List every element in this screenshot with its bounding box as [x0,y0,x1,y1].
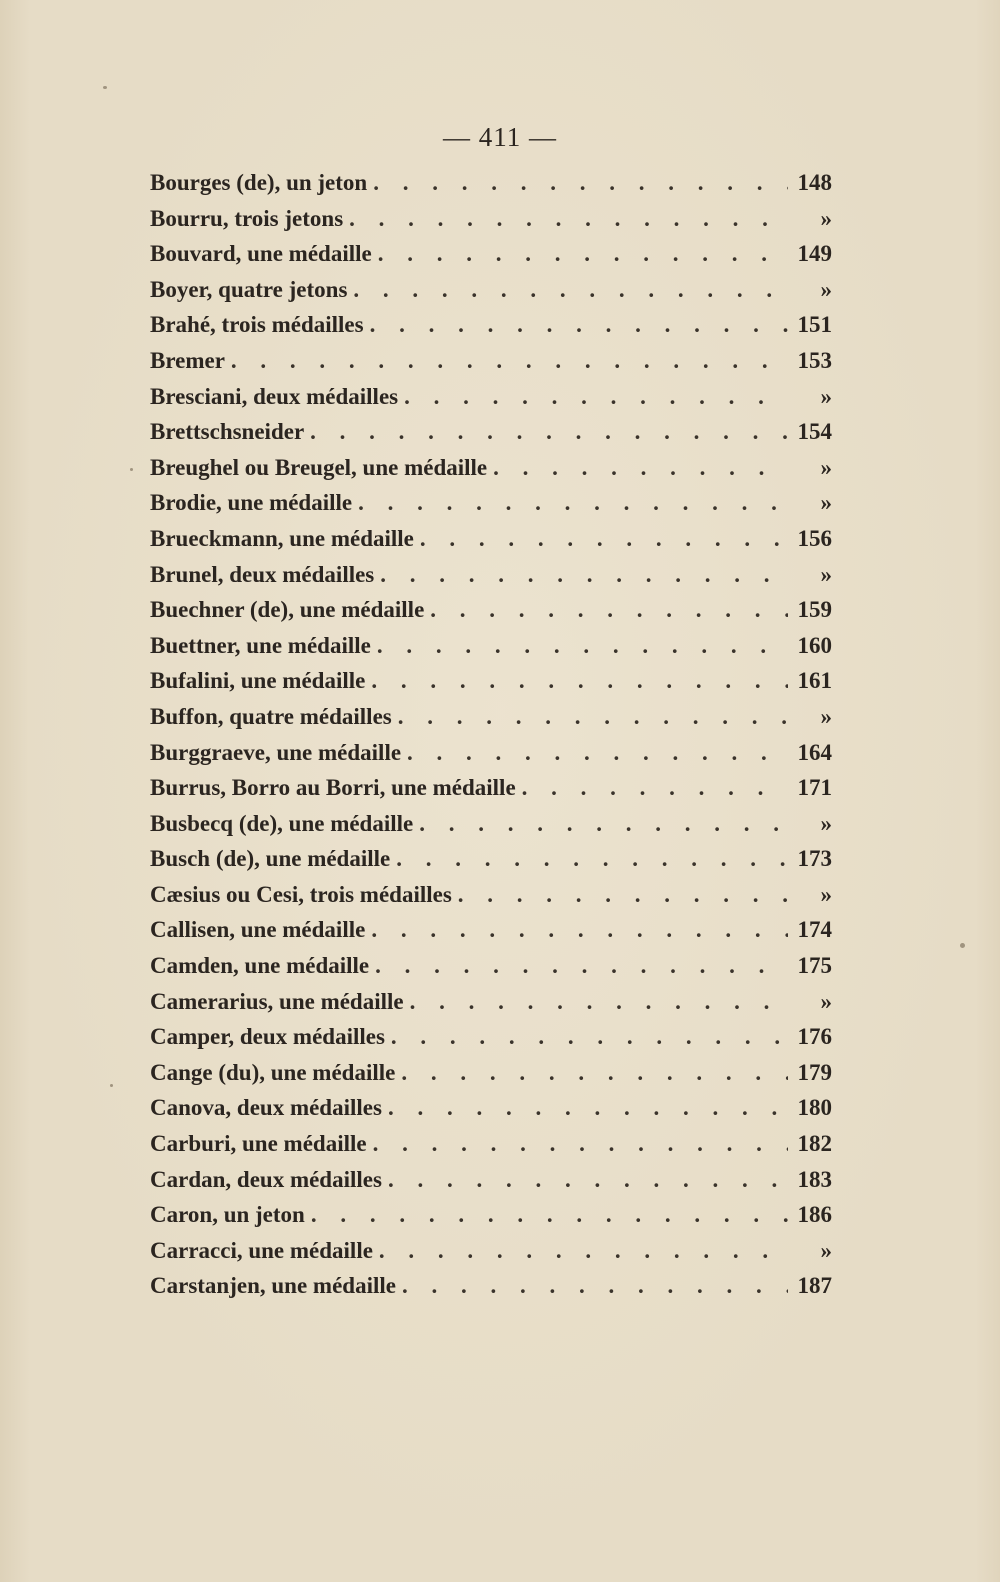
entry-label: Busbecq (de), une médaille [150,810,414,836]
index-list [150,170,832,1309]
entry-label: Burrus, Borro au Borri, une médaille [150,775,516,801]
entry-label: Carburi, une médaille [150,1131,367,1157]
entry-label: Boyer, quatre jetons [150,276,348,302]
entry-label: Cæsius ou Cesi, trois médailles [150,881,452,907]
paper-speck [130,468,133,471]
entry-page-number: » [820,988,832,1014]
entry-label: Carstanjen, une médaille [150,1273,396,1299]
entry-label: Busch (de), une médaille [150,846,391,872]
index-entry [150,704,832,740]
entry-page-number: » [820,276,832,302]
dot-leader [402,1273,788,1299]
entry-label: Breughel ou Breugel, une médaille [150,454,488,480]
entry-page-number: 175 [797,953,832,979]
index-entry [150,1273,832,1309]
dot-leader [231,348,788,374]
index-entry [150,241,832,277]
entry-page-number: » [820,490,832,516]
dot-leader [430,597,788,623]
dot-leader [373,170,788,196]
dot-leader [458,882,788,908]
entry-page-number: 183 [797,1166,832,1192]
entry-page-number: 159 [797,597,832,623]
entry-page-number: 164 [797,739,832,765]
entry-label: Carracci, une médaille [150,1237,373,1263]
entry-label: Brueckmann, une médaille [150,525,414,551]
dot-leader [404,384,788,410]
entry-label: Camerarius, une médaille [150,988,404,1014]
entry-page-number: 186 [797,1202,832,1228]
entry-page-number: » [820,205,832,231]
entry-page-number: 174 [797,917,832,943]
entry-page-number: 179 [797,1059,832,1085]
entry-label: Buettner, une médaille [150,632,371,658]
index-entry [150,1095,832,1131]
entry-page-number: 160 [797,632,832,658]
entry-label: Cardan, deux médailles [150,1166,382,1192]
index-entry [150,740,832,776]
index-entry [150,384,832,420]
index-entry [150,1202,832,1238]
entry-page-number: 161 [797,668,832,694]
entry-page-number: 182 [797,1131,832,1157]
entry-label: Brettschsneider [150,419,305,445]
dot-leader [379,1238,788,1264]
entry-page-number: 176 [797,1024,832,1050]
dot-leader [377,633,788,659]
dot-leader [493,455,788,481]
index-entry [150,277,832,313]
dot-leader [396,846,788,872]
dot-leader [388,1095,788,1121]
dot-leader [349,206,788,232]
index-entry [150,455,832,491]
index-entry [150,1024,832,1060]
entry-page-number: 151 [797,312,832,338]
index-entry [150,1238,832,1274]
entry-label: Cange (du), une médaille [150,1059,396,1085]
dot-leader [380,562,788,588]
index-entry [150,882,832,918]
index-entry [150,633,832,669]
index-entry [150,526,832,562]
entry-page-number: 148 [797,170,832,195]
index-entry [150,206,832,242]
dot-leader [371,917,788,943]
index-entry [150,846,832,882]
entry-page-number: » [820,810,832,836]
index-entry [150,170,832,206]
index-entry [150,1060,832,1096]
entry-page-number: 154 [797,419,832,445]
dot-leader [358,490,788,516]
dot-leader [407,740,788,766]
entry-label: Buechner (de), une médaille [150,597,425,623]
entry-page-number: 180 [797,1095,832,1121]
index-entry [150,989,832,1025]
index-entry [150,490,832,526]
index-entry [150,1131,832,1167]
entry-page-number: » [820,454,832,480]
paper-speck [110,1084,113,1087]
entry-page-number: » [820,383,832,409]
entry-label: Brunel, deux médailles [150,561,375,587]
dot-leader [420,526,788,552]
entry-page-number: » [820,1237,832,1263]
entry-label: Callisen, une médaille [150,917,366,943]
entry-page-number: 173 [797,846,832,872]
dot-leader [353,277,788,303]
entry-label: Brodie, une médaille [150,490,353,516]
entry-label: Camper, deux médailles [150,1024,385,1050]
entry-label: Burggraeve, une médaille [150,739,402,765]
dot-leader [522,775,788,801]
index-entry [150,811,832,847]
index-entry [150,419,832,455]
entry-page-number: 149 [797,241,832,267]
entry-label: Brahé, trois médailles [150,312,364,338]
dot-leader [398,704,788,730]
dot-leader [388,1167,788,1193]
index-entry [150,312,832,348]
dot-leader [311,1202,788,1228]
index-entry [150,1167,832,1203]
index-entry [150,668,832,704]
dot-leader [378,241,788,267]
dot-leader [370,312,788,338]
index-entry [150,917,832,953]
dot-leader [373,1131,788,1157]
entry-label: Bremer [150,347,225,373]
entry-label: Buffon, quatre médailles [150,703,392,729]
entry-page-number: 171 [797,775,832,801]
entry-label: Camden, une médaille [150,953,370,979]
entry-label: Caron, un jeton [150,1202,305,1228]
dot-leader [410,989,788,1015]
entry-page-number: 156 [797,525,832,551]
entry-label: Bourru, trois jetons [150,205,344,231]
index-entry [150,348,832,384]
page-number: — 411 — [443,122,557,152]
index-entry [150,775,832,811]
dot-leader [391,1024,788,1050]
index-entry [150,562,832,598]
entry-page-number: » [820,703,832,729]
index-entry [150,953,832,989]
dot-leader [419,811,788,837]
entry-label: Bresciani, deux médailles [150,383,399,409]
entry-label: Bouvard, une médaille [150,241,372,267]
dot-leader [375,953,788,979]
dot-leader [371,668,788,694]
entry-page-number: » [820,561,832,587]
entry-label: Bufalini, une médaille [150,668,366,694]
index-entry [150,597,832,633]
paper-speck [960,943,965,948]
entry-label: Bourges (de), un jeton [150,170,368,195]
paper-speck [103,86,107,89]
dot-leader [310,419,788,445]
entry-page-number: 187 [797,1273,832,1299]
entry-page-number: 153 [797,347,832,373]
entry-page-number: » [820,881,832,907]
entry-label: Canova, deux médailles [150,1095,382,1121]
dot-leader [401,1060,788,1086]
